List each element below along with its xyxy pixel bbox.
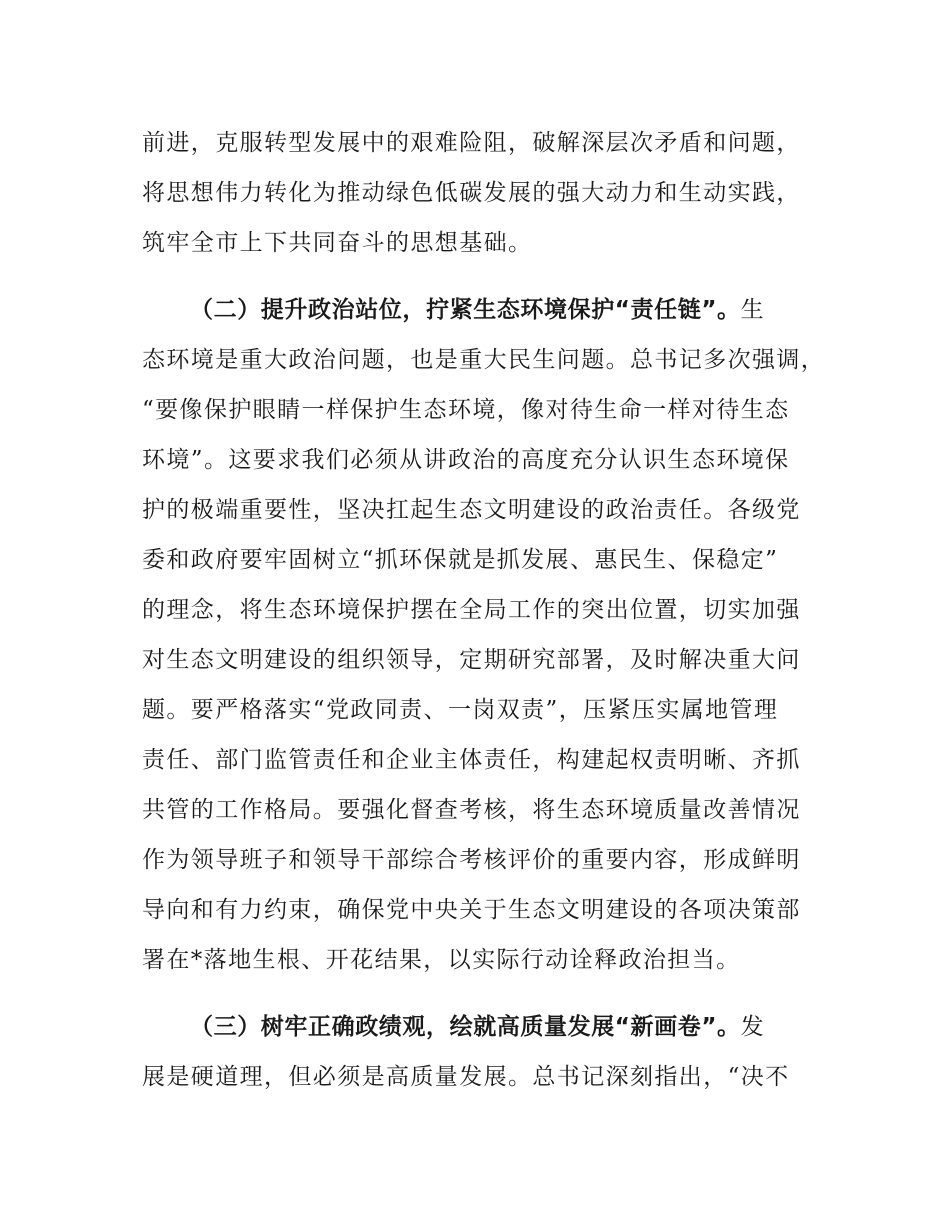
section-2-line: 对生态文明建设的组织领导，定期研究部署，及时解决重大问 xyxy=(142,647,801,673)
section-2-first-line-rest: 生 xyxy=(740,297,766,323)
section-3-first-line xyxy=(190,1012,765,1042)
section-2-line: 共管的工作格局。要强化督查考核，将生态环境质量改善情况 xyxy=(142,797,801,823)
section-2-line: 责任、部门监管责任和企业主体责任，构建起权责明晰、齐抓 xyxy=(142,747,801,773)
section-2-line: 作为领导班子和领导干部综合考核评价的重要内容，形成鲜明 xyxy=(142,847,801,873)
section-3-line: 展是硬道理，但必须是高质量发展。总书记深刻指出，“决不 xyxy=(142,1064,790,1090)
section-2-line: 导向和有力约束，确保党中央关于生态文明建设的各项决策部 xyxy=(142,897,801,923)
section-2-line: 态环境是重大政治问题，也是重大民生问题。总书记多次强调， xyxy=(142,347,826,373)
paragraph-1-line-3: 筑牢全市上下共同奋斗的思想基础。 xyxy=(142,230,533,256)
section-2-line: 的理念，将生态环境保护摆在全局工作的突出位置，切实加强 xyxy=(142,597,801,623)
section-2-line: 环境”。这要求我们必须从讲政治的高度充分认识生态环境保 xyxy=(142,447,790,473)
paragraph-1-line-1: 前进，克服转型发展中的艰难险阻，破解深层次矛盾和问题， xyxy=(142,130,801,156)
paragraph-1-line-2: 将思想伟力转化为推动绿色低碳发展的强大动力和生动实践， xyxy=(142,180,801,206)
section-3-heading: （三）树牢正确政绩观，绘就高质量发展“新画卷”。 xyxy=(190,1014,741,1040)
section-2-line: 委和政府要牢固树立“抓环保就是抓发展、惠民生、保稳定” xyxy=(142,547,779,573)
section-2-first-line xyxy=(190,295,765,325)
section-2-line: “要像保护眼睛一样保护生态环境，像对待生命一样对待生态 xyxy=(142,397,790,423)
section-2-line: 护的极端重要性，坚决扛起生态文明建设的政治责任。各级党 xyxy=(142,497,801,523)
section-2-line: 题。要严格落实“党政同责、一岗双责”，压紧压实属地管理 xyxy=(142,697,779,723)
section-2-line: 署在*落地生根、开花结果，以实际行动诠释政治担当。 xyxy=(142,947,741,973)
section-2-heading: （二）提升政治站位，拧紧生态环境保护“责任链”。 xyxy=(190,297,741,323)
section-3-first-line-rest: 发 xyxy=(740,1014,766,1040)
